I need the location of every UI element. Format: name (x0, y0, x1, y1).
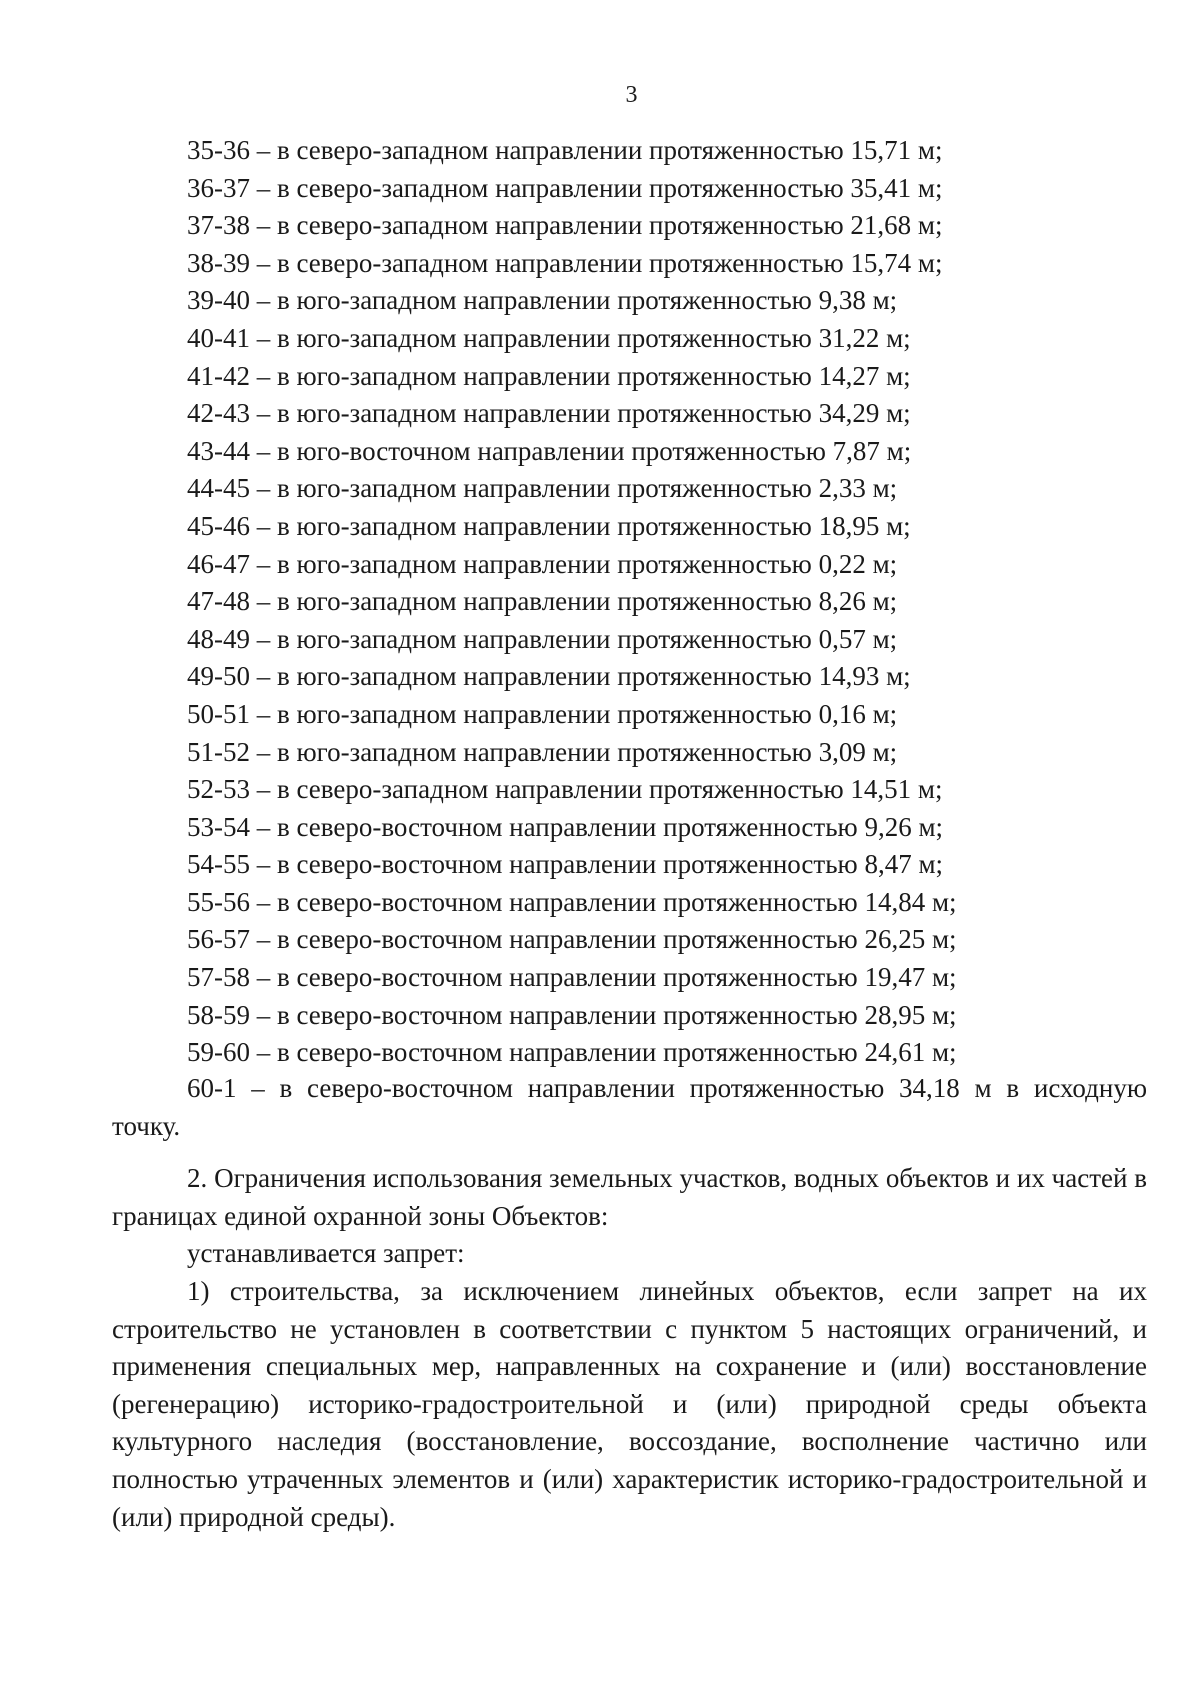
segment-line: 44-45 – в юго-западном направлении протяженностью 2,33 м; (187, 473, 898, 504)
segment-line: 59-60 – в северо-восточном направлении протяженностью 24,61 м; (187, 1037, 957, 1068)
segment-line: 54-55 – в северо-восточном направлении протяженностью 8,47 м; (187, 849, 944, 880)
segment-line: 39-40 – в юго-западном направлении протяженностью 9,38 м; (187, 285, 898, 316)
page-number: 3 (625, 82, 638, 108)
segment-line: 40-41 – в юго-западном направлении протяженностью 31,22 м; (187, 322, 911, 353)
ban-intro: устанавливается запрет: (187, 1238, 465, 1268)
segment-line: 56-57 – в северо-восточном направлении протяженностью 26,25 м; (187, 924, 957, 955)
segment-line: 53-54 – в северо-восточном направлении протяженностью 9,26 м; (187, 811, 944, 842)
segment-line: 58-59 – в северо-восточном направлении протяженностью 28,95 м; (187, 999, 957, 1030)
segment-line: 38-39 – в северо-западном направлении протяженностью 15,74 м; (187, 247, 943, 278)
segment-line: 48-49 – в юго-западном направлении протяженностью 0,57 м; (187, 623, 898, 654)
segment-line: 36-37 – в северо-западном направлении протяженностью 35,41 м; (187, 172, 943, 203)
segment-line: 45-46 – в юго-западном направлении протяженностью 18,95 м; (187, 510, 911, 541)
segment-line: 55-56 – в северо-восточном направлении протяженностью 14,84 м; (187, 886, 957, 917)
last-segment-paragraph: 60-1 – в северо-восточном направлении протяженностью 34,18 м в исходную точку. (112, 1073, 1147, 1141)
segment-line: 46-47 – в юго-западном направлении протяженностью 0,22 м; (187, 548, 898, 579)
segment-line: 50-51 – в юго-западном направлении протяженностью 0,16 м; (187, 698, 898, 729)
segment-line: 37-38 – в северо-западном направлении протяженностью 21,68 м; (187, 210, 943, 241)
segment-line: 47-48 – в юго-западном направлении протяженностью 8,26 м; (187, 586, 898, 617)
segment-line: 43-44 – в юго-восточном направлении протяженностью 7,87 м; (187, 435, 912, 466)
segment-line: 35-36 – в северо-западном направлении протяженностью 15,71 м; (187, 135, 943, 165)
segment-line: 49-50 – в юго-западном направлении протяженностью 14,93 м; (187, 661, 911, 692)
segment-line: 42-43 – в юго-западном направлении протяженностью 34,29 м; (187, 398, 911, 429)
segment-line: 57-58 – в северо-восточном направлении протяженностью 19,47 м; (187, 962, 957, 993)
segment-line: 52-53 – в северо-западном направлении протяженностью 14,51 м; (187, 774, 943, 805)
ban-item-1: 1) строительства, за исключением линейных объектов, если запрет на их строительство не установлен в соответствии с пунктом 5 настоящих ограничений, и применения специальных мер, направленных на сохранение и (или) восстановление (регенерацию) историко-градостроительной и (или) природной среды объекта культурного наследия (восстановление, воссоздание, восполнение частично или полностью утраченных элементов и (или) характеристик историко-градостроительной и (или) природной среды). (112, 1276, 1147, 1532)
boundary-segments-list (187, 132, 1147, 1072)
segment-line: 41-42 – в юго-западном направлении протяженностью 14,27 м; (187, 360, 911, 391)
restrictions-paragraph: 2. Ограничения использования земельных участков, водных объектов и их частей в границах единой охранной зоны Объектов: (112, 1163, 1147, 1231)
segment-line: 51-52 – в юго-западном направлении протяженностью 3,09 м; (187, 736, 898, 767)
